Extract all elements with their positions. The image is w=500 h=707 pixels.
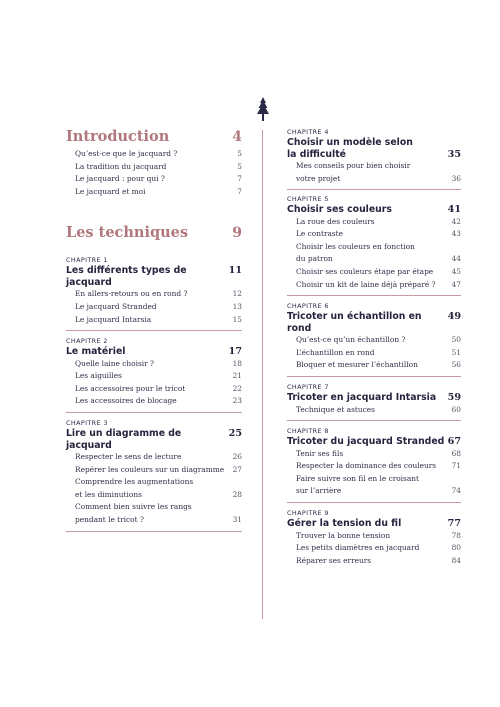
- chapter-rule: [66, 531, 242, 532]
- pine-tree-icon: [256, 97, 270, 123]
- chapter-7: [287, 383, 461, 421]
- toc-right-column: [287, 128, 461, 567]
- toc-entry[interactable]: La tradition du jacquard 5: [75, 161, 242, 171]
- chapter-5: [287, 195, 461, 296]
- toc-entry[interactable]: et les diminutions 28: [75, 489, 242, 499]
- toc-entry[interactable]: Le contraste 43: [296, 229, 461, 239]
- toc-entry[interactable]: Respecter la dominance des couleurs 71: [296, 461, 461, 471]
- chapter-2: [66, 337, 242, 413]
- chapter-label: CHAPITRE 2: [66, 337, 108, 346]
- chapter-4: [287, 128, 461, 190]
- chapter-title[interactable]: Tricoter un échantillon en rond 49: [287, 311, 461, 334]
- chapter-title[interactable]: Lire un diagramme de jacquard 25: [66, 428, 242, 451]
- chapter-8: [287, 427, 461, 503]
- toc-entry[interactable]: Technique et astuces 60: [296, 404, 461, 414]
- chapter-9: [287, 509, 461, 567]
- toc-entry[interactable]: du patron 44: [296, 254, 461, 264]
- chapter-title[interactable]: Le matériel 17: [66, 346, 242, 358]
- section-title: Les techniques: [66, 224, 189, 242]
- chapter-3: [66, 419, 242, 532]
- section-page: 4: [232, 129, 242, 145]
- chapter-1: [66, 256, 242, 331]
- chapter-label: CHAPITRE 5: [287, 195, 329, 204]
- chapter-title[interactable]: Les différents types de jacquard 11: [66, 265, 242, 288]
- toc-entry[interactable]: Les accessoires de blocage 23: [75, 396, 242, 406]
- toc-entry[interactable]: Comprendre les augmentations: [75, 477, 194, 487]
- chapter-label: CHAPITRE 8: [287, 427, 329, 436]
- toc-entry[interactable]: Repérer les couleurs sur un diagramme 27: [75, 464, 242, 474]
- section-title: Introduction: [66, 128, 170, 145]
- toc-entry[interactable]: Le jacquard Intarsia 15: [75, 314, 242, 324]
- toc-entry[interactable]: Réparer ses erreurs 84: [296, 555, 461, 565]
- toc-entry[interactable]: Mes conseils pour bien choisir: [296, 161, 411, 170]
- toc-entry[interactable]: Respecter le sens de lecture 26: [75, 452, 242, 462]
- toc-entry[interactable]: L’échantillon en rond 51: [296, 347, 461, 357]
- chapter-label: CHAPITRE 4: [287, 128, 329, 136]
- toc-entry[interactable]: Comment bien suivre les rangs: [75, 502, 192, 512]
- section-page: 9: [232, 225, 242, 242]
- section-introduction[interactable]: [66, 128, 242, 146]
- toc-entry[interactable]: Qu’est-ce qu’un échantillon ? 50: [296, 335, 461, 345]
- chapter-title[interactable]: Tricoter en jacquard Intarsia 59: [287, 392, 461, 404]
- chapter-label: CHAPITRE 3: [66, 419, 108, 428]
- toc-entry[interactable]: Faire suivre son fil en le croisant: [296, 473, 419, 483]
- toc-entry[interactable]: Le jacquard : pour qui ? 7: [75, 174, 242, 184]
- toc-entry[interactable]: Choisir un kit de laine déjà préparé ? 47: [296, 279, 461, 289]
- chapter-title[interactable]: Gérer la tension du fil 77: [287, 518, 461, 529]
- chapter-title[interactable]: Tricoter du jacquard Stranded 67: [287, 436, 461, 448]
- toc-entry[interactable]: Trouver la bonne tension 78: [296, 530, 461, 540]
- toc-entry[interactable]: Le jacquard et moi 7: [75, 186, 242, 196]
- toc-entry[interactable]: En allers-retours ou en rond ? 12: [75, 289, 242, 299]
- chapter-title[interactable]: Choisir un modèle selon la difficulté 35: [287, 137, 461, 160]
- chapter-label: CHAPITRE 9: [287, 509, 329, 517]
- toc-entry[interactable]: pendant le tricot ? 31: [75, 515, 242, 524]
- toc-entry[interactable]: Les accessoires pour le tricot 22: [75, 383, 242, 393]
- section-techniques[interactable]: [66, 224, 242, 242]
- toc-entry[interactable]: Les petits diamètres en jacquard 80: [296, 543, 461, 553]
- chapter-label: CHAPITRE 1: [66, 256, 108, 265]
- toc-entry[interactable]: sur l’arrière 74: [296, 486, 461, 496]
- toc-left-column: [66, 128, 242, 532]
- toc-entry[interactable]: Choisir ses couleurs étape par étape 45: [296, 267, 461, 277]
- toc-entry[interactable]: Qu’est-ce que le jacquard ? 5: [75, 149, 242, 158]
- toc-entry[interactable]: Choisir les couleurs en fonction: [296, 241, 415, 251]
- chapter-label: CHAPITRE 6: [287, 302, 329, 311]
- toc-entry[interactable]: Bloquer et mesurer l’échantillon 56: [296, 360, 461, 370]
- toc-entry[interactable]: Les aiguilles 21: [75, 371, 242, 381]
- toc-entry[interactable]: Le jacquard Stranded 13: [75, 301, 242, 311]
- toc-entry[interactable]: votre projet 36: [296, 173, 461, 183]
- toc-entry[interactable]: Quelle laine choisir ? 18: [75, 358, 242, 368]
- column-divider: [262, 130, 263, 619]
- toc-entry[interactable]: La roue des couleurs 42: [296, 216, 461, 226]
- chapter-title[interactable]: Choisir ses couleurs 41: [287, 204, 461, 216]
- toc-entry[interactable]: Tenir ses fils 68: [296, 448, 461, 458]
- chapter-label: CHAPITRE 7: [287, 383, 329, 392]
- chapter-6: [287, 302, 461, 377]
